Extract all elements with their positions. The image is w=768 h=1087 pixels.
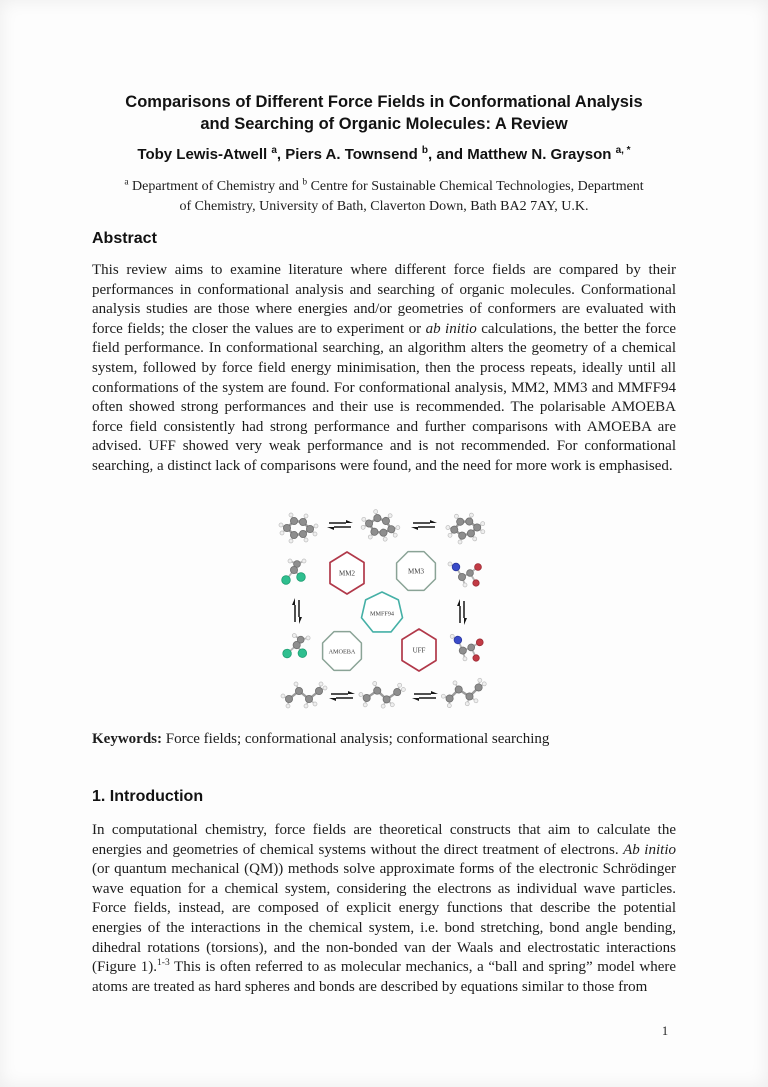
force-field-badge-uff	[402, 629, 436, 671]
equilibrium-arrow-icon	[327, 520, 353, 530]
force-field-badge-mm2	[330, 552, 364, 594]
molecule-chloro-2	[282, 632, 310, 661]
keywords-line	[92, 731, 676, 748]
intro-text: (or quantum mechanical (QM)) methods solve approximate forms of the electronic Schrödinger wave equation for a chemical system, considering the electrons as individual wave particles. Force fields, instead, are composed of explicit energy functions that describe the potential energies of the interactions in the chemical system, i.e. bond stretching, bond angle bending, dihedral rotations (torsions), and the non-bonded van der Waals and electrostatic interactions (Figure 1).	[92, 861, 676, 976]
author-superscript: a, *	[615, 145, 631, 156]
molecule-cyclohexane-2	[358, 507, 402, 544]
introduction-heading: 1. Introduction	[92, 788, 204, 805]
equilibrium-arrow-icon	[329, 691, 355, 701]
author-name: , and Matthew N. Grayson	[428, 146, 616, 163]
equilibrium-arrow-icon	[412, 691, 438, 701]
abstract-text: calculations, the better the force field performance. In conformational searching, an algorithm alters the geometry of a chemical system, followed by force field energy minimisation, then the process repeats, ideally until all conformations of the system are found. For conformational analysis, MM2, MM3 and MMFF94 often showed strong performances and their use is recommended. The polarisable AMOEBA force field consistently had strong performance and further comparisons with AMOEBA are advised. UFF showed very weak performance and is not recommended. For conformational searching, a distinct lack of comparisons were found, and the need for more work is emphasised.	[92, 320, 677, 474]
force-field-label-mm2: MM2	[339, 569, 355, 578]
keywords-label: Keywords:	[92, 731, 162, 747]
force-field-badge-mm3	[397, 552, 436, 591]
affiliation-line-1	[92, 177, 676, 197]
equilibrium-arrow-icon	[457, 599, 467, 625]
abstract-heading: Abstract	[92, 230, 157, 247]
molecule-amino-acid-2	[448, 634, 484, 662]
affiliation-superscript: b	[302, 177, 308, 188]
intro-italic-term: Ab initio	[623, 841, 676, 858]
title-line-2: and Searching of Organic Molecules: A Review	[200, 114, 568, 133]
affiliation	[92, 177, 676, 216]
intro-text: In computational chemistry, force fields are theoretical constructs that aim to calculate the energies and geometries of chemical systems without the direct treatment of electrons.	[92, 822, 676, 858]
graphical-abstract-figure	[264, 497, 504, 719]
equilibrium-arrow-icon	[411, 520, 437, 530]
introduction-paragraph	[92, 821, 676, 997]
affiliation-text: Department of Chemistry and	[128, 179, 303, 194]
molecule-amino-acid-1	[448, 562, 481, 587]
force-field-label-amoeba: AMOEBA	[328, 648, 356, 656]
author-superscript: a	[271, 145, 277, 156]
affiliation-superscript: a	[124, 177, 129, 188]
equilibrium-arrow-icon	[292, 598, 302, 624]
author-name: , Piers A. Townsend	[276, 146, 422, 163]
page-title	[74, 92, 694, 135]
molecule-butane-1	[281, 682, 327, 708]
graphical-abstract	[264, 497, 504, 719]
force-field-badge-mmff94	[362, 592, 403, 632]
keywords-text: Force fields; conformational analysis; conformational searching	[162, 731, 550, 747]
page-number: 1	[661, 1024, 669, 1038]
abstract-italic-term: ab initio	[425, 320, 477, 337]
affiliation-text: Centre for Sustainable Chemical Technologies, Department	[307, 179, 644, 194]
molecule-cyclohexane-3	[444, 510, 487, 545]
author-line	[44, 146, 724, 163]
intro-text: This is often referred to as molecular mechanics, a “ball and spring” model where atoms are treated as hard spheres and bonds are described by equations similar to those from	[92, 959, 677, 995]
affiliation-line-2: of Chemistry, University of Bath, Claverton Down, Bath BA2 7AY, U.K.	[179, 198, 589, 214]
title-line-1: Comparisons of Different Force Fields in Conformational Analysis	[125, 93, 643, 111]
force-field-label-uff: UFF	[412, 646, 426, 655]
force-field-badge-amoeba	[323, 632, 362, 671]
molecule-cyclohexane-1	[279, 513, 318, 543]
molecule-butane-2	[358, 680, 406, 709]
author-superscript: b	[421, 145, 429, 156]
abstract-text: This review aims to examine literature where different force fields are compared by their performances in conformational analysis and searching of organic molecules. Conformational analysis studies are those where energies and/or geometries of conformers are evaluated with force fields; the closer the values are to experiment or	[92, 262, 676, 337]
force-field-label-mmff94: MMFF94	[369, 610, 395, 618]
citation-superscript: 1-3	[157, 958, 170, 969]
force-field-label-mm3: MM3	[408, 567, 424, 576]
molecule-chloro-1	[282, 559, 306, 584]
author-name: Toby Lewis-Atwell	[137, 146, 272, 163]
abstract-paragraph	[92, 261, 676, 477]
molecule-butane-3	[440, 678, 488, 709]
